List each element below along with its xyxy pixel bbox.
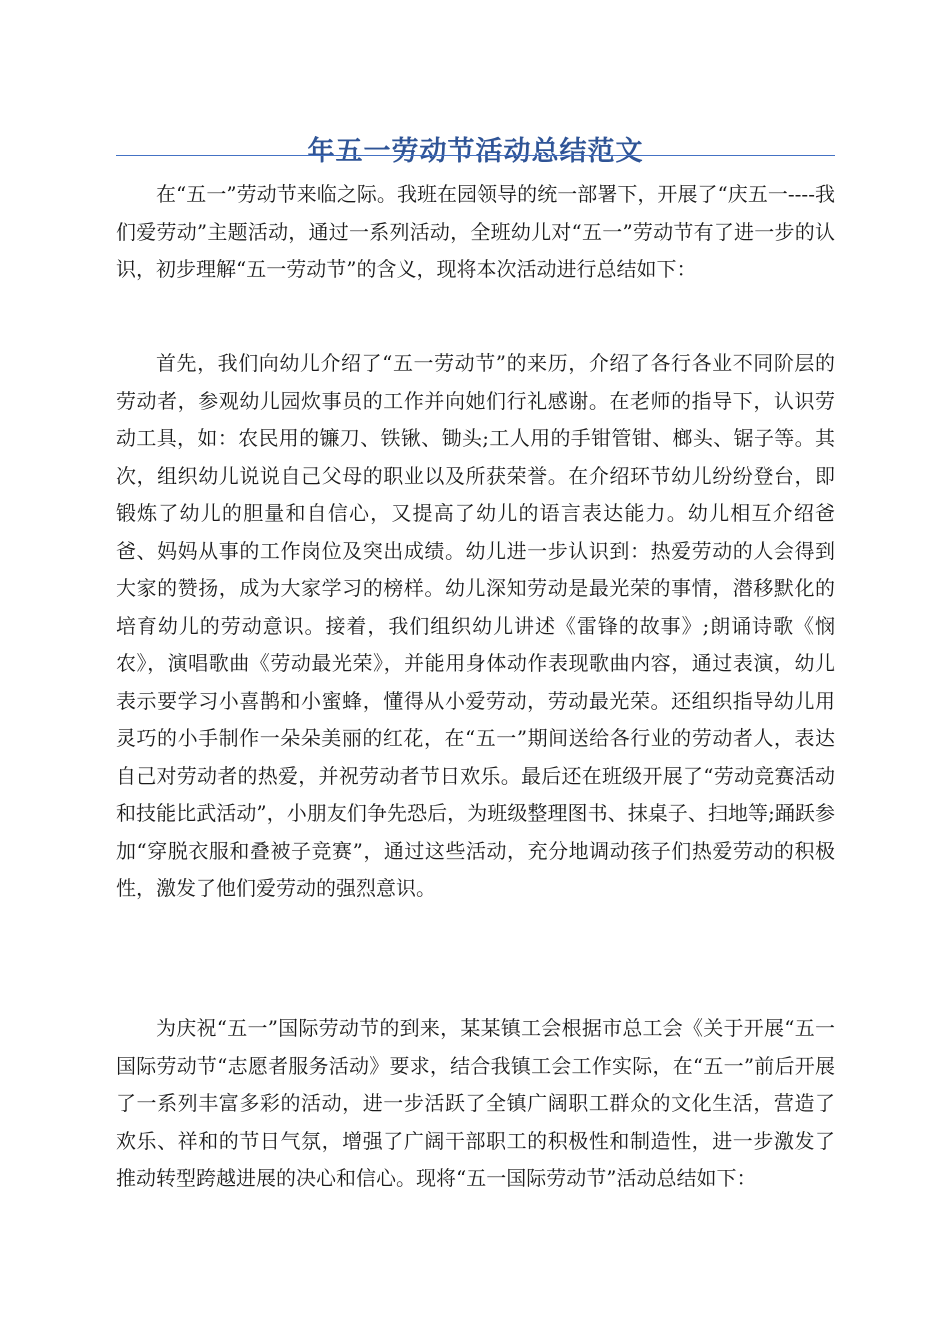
paragraph-intro: 在“五一”劳动节来临之际。我班在园领导的统一部署下，开展了“庆五一----我们爱劳动”主题活动，通过一系列活动，全班幼儿对“五一”劳动节有了进一步的认识，初步理解“五一劳动节”的含义，现将本次活动进行总结如下： <box>116 182 835 281</box>
document-title: 年五一劳动节活动总结范文 <box>307 136 644 168</box>
title-underline-rule <box>116 155 835 156</box>
paragraph-activities: 首先，我们向幼儿介绍了“五一劳动节”的来历，介绍了各行各业不同阶层的劳动者，参观幼儿园炊事员的工作并向她们行礼感谢。在老师的指导下，认识劳动工具，如：农民用的镰刀、铁锹、锄头;工人用的手钳管钳、榔头、锯子等。其次，组织幼儿说说自己父母的职业以及所获荣誉。在介绍环节幼儿纷纷登台，即锻炼了幼儿的胆量和自信心，又提高了幼儿的语言表达能力。幼儿相互介绍爸爸、妈妈从事的工作岗位及突出成绩。幼儿进一步认识到：热爱劳动的人会得到大家的赞扬，成为大家学习的榜样。幼儿深知劳动是最光荣的事情，潜移默化的培育幼儿的劳动意识。接着，我们组织幼儿讲述《雷锋的故事》;朗诵诗歌《悯农》，演唱歌曲《劳动最光荣》，并能用身体动作表现歌曲内容，通过表演，幼儿表示要学习小喜鹊和小蜜蜂，懂得从小爱劳动，劳动最光荣。还组织指导幼儿用灵巧的小手制作一朵朵美丽的红花，在“五一”期间送给各行业的劳动者人，表达自己对劳动者的热爱，并祝劳动者节日欢乐。最后还在班级开展了“劳动竞赛活动和技能比武活动”，小朋友们争先恐后，为班级整理图书、抹桌子、扫地等;踊跃参加“穿脱衣服和叠被子竞赛”，通过这些活动，充分地调动孩子们热爱劳动的积极性，激发了他们爱劳动的强烈意识。 <box>116 351 835 900</box>
paragraph-union-celebration: 为庆祝“五一”国际劳动节的到来，某某镇工会根据市总工会《关于开展“五一国际劳动节“志愿者服务活动》要求，结合我镇工会工作实际，在“五一”前后开展了一系列丰富多彩的活动，进一步活跃了全镇广阔职工群众的文化生活，营造了欢乐、祥和的节日气氛，增强了广阔干部职工的积极性和制造性，进一步激发了推动转型跨越进展的决心和信心。现将“五一国际劳动节”活动总结如下： <box>116 1016 835 1190</box>
